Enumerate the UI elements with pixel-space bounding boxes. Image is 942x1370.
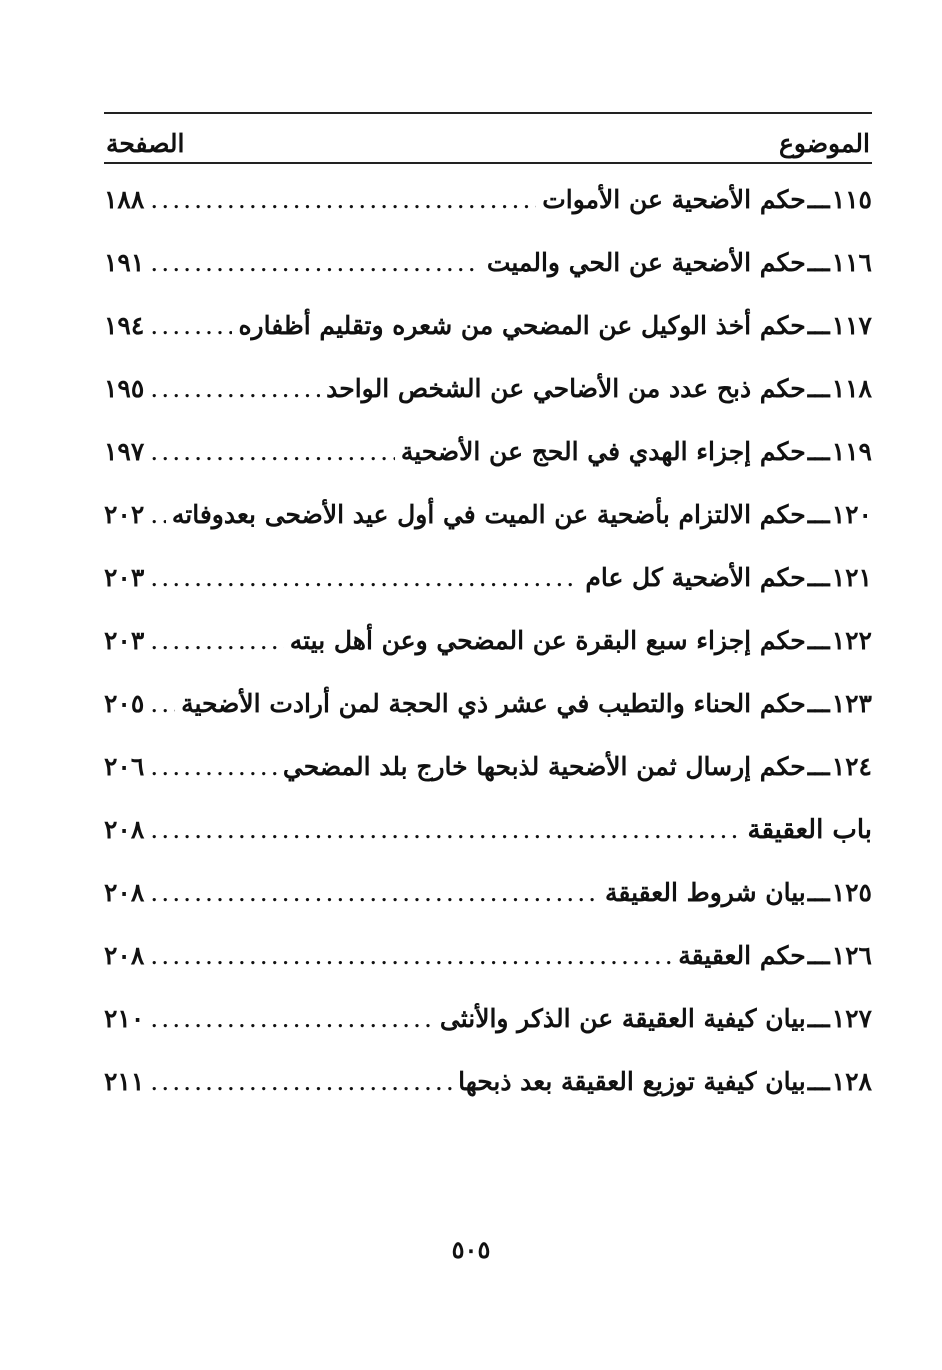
toc-entry[interactable] (104, 609, 872, 672)
dot-leader (150, 231, 481, 294)
entry-page-number: ١٩١ (104, 248, 145, 277)
dot-leader (150, 672, 175, 735)
entry-number: ١١٥ (831, 185, 872, 214)
entry-dash: ـــ (807, 437, 830, 466)
toc-entry[interactable] (104, 420, 872, 483)
entry-page-number: ١٩٧ (104, 437, 145, 466)
toc-list (104, 168, 872, 1113)
entry-title: حكم العقيقة (678, 941, 806, 970)
entry-number: ١٢٨ (831, 1067, 872, 1096)
toc-entry[interactable] (104, 483, 872, 546)
entry-number: ١٢١ (831, 563, 872, 592)
entry-dash: ـــ (807, 689, 830, 718)
dot-leader (150, 168, 536, 231)
dot-leader (150, 735, 277, 798)
entry-number: ١٢٦ (831, 941, 872, 970)
page-column-label: الصفحة (106, 129, 185, 158)
entry-number: ١٢٥ (831, 878, 872, 907)
entry-page-number: ٢٠٣ (104, 626, 145, 655)
entry-title: بيان كيفية توزيع العقيقة بعد ذبحها (458, 1067, 806, 1096)
entry-number: ١٢٠ (831, 500, 872, 529)
entry-page-number: ١٩٥ (104, 374, 145, 403)
entry-page-number: ٢١٠ (104, 1004, 145, 1033)
entry-dash: ـــ (807, 500, 830, 529)
toc-entry[interactable] (104, 987, 872, 1050)
dot-leader (150, 294, 232, 357)
entry-title: حكم الأضحية عن الحي والميت (486, 248, 806, 277)
dot-leader (150, 924, 672, 987)
entry-number: ١١٦ (831, 248, 872, 277)
dot-leader (150, 987, 434, 1050)
entry-title: بيان شروط العقيقة (605, 878, 806, 907)
entry-dash: ـــ (807, 563, 830, 592)
entry-number: ١٢٢ (831, 626, 872, 655)
entry-page-number: ٢٠٦ (104, 752, 145, 781)
toc-entry[interactable] (104, 924, 872, 987)
topic-column-label: الموضوع (779, 129, 870, 158)
entry-title: باب العقيقة (747, 815, 872, 845)
entry-dash: ـــ (807, 752, 830, 781)
entry-title: حكم إجزاء الهدي في الحج عن الأضحية (400, 437, 806, 466)
dot-leader (150, 1050, 452, 1113)
entry-dash: ـــ (807, 1067, 830, 1096)
dot-leader (150, 798, 741, 861)
toc-entry[interactable] (104, 231, 872, 294)
entry-number: ١٢٣ (831, 689, 872, 718)
dot-leader (150, 420, 395, 483)
entry-title: حكم أخذ الوكيل عن المضحي من شعره وتقليم أظفاره (238, 311, 806, 340)
entry-number: ١٢٧ (831, 1004, 872, 1033)
entry-dash: ـــ (807, 1004, 830, 1033)
toc-section-heading[interactable] (104, 798, 872, 861)
entry-page-number: ٢٠٨ (104, 815, 145, 844)
entry-title: حكم ذبح عدد من الأضاحي عن الشخص الواحد (326, 374, 806, 403)
entry-number: ١٢٤ (831, 752, 872, 781)
toc-entry[interactable] (104, 735, 872, 798)
entry-page-number: ٢٠٨ (104, 878, 145, 907)
toc-entry[interactable] (104, 546, 872, 609)
dot-leader (150, 609, 283, 672)
entry-title: حكم الأضحية عن الأموات (542, 185, 806, 214)
toc-entry[interactable] (104, 672, 872, 735)
header-rule (104, 162, 872, 164)
dot-leader (150, 483, 166, 546)
entry-number: ١١٩ (831, 437, 872, 466)
entry-title: حكم الالتزام بأضحية عن الميت في أول عيد الأضحى بعدوفاته (171, 500, 806, 529)
entry-dash: ـــ (807, 941, 830, 970)
toc-entry[interactable] (104, 357, 872, 420)
dot-leader (150, 861, 599, 924)
entry-page-number: ٢٠٣ (104, 563, 145, 592)
entry-page-number: ٢٠٢ (104, 500, 145, 529)
entry-dash: ـــ (807, 185, 830, 214)
entry-dash: ـــ (807, 248, 830, 277)
entry-page-number: ٢٠٥ (104, 689, 145, 718)
toc-entry[interactable] (104, 1050, 872, 1113)
dot-leader (150, 546, 579, 609)
entry-title: حكم إجزاء سبع البقرة عن المضحي وعن أهل بيته (289, 626, 806, 655)
entry-dash: ـــ (807, 374, 830, 403)
entry-page-number: ٢٠٨ (104, 941, 145, 970)
entry-page-number: ١٩٤ (104, 311, 145, 340)
entry-page-number: ١٨٨ (104, 185, 145, 214)
entry-number: ١١٧ (831, 311, 872, 340)
toc-entry[interactable] (104, 294, 872, 357)
toc-entry[interactable] (104, 861, 872, 924)
entry-title: حكم الأضحية كل عام (585, 563, 806, 592)
entry-title: بيان كيفية العقيقة عن الذكر والأنثى (439, 1004, 806, 1033)
entry-page-number: ٢١١ (104, 1067, 145, 1096)
toc-header (104, 114, 872, 158)
entry-title: حكم إرسال ثمن الأضحية لذبحها خارج بلد المضحي (282, 752, 806, 781)
toc-entry[interactable] (104, 168, 872, 231)
entry-dash: ـــ (807, 311, 830, 340)
entry-dash: ـــ (807, 626, 830, 655)
entry-number: ١١٨ (831, 374, 872, 403)
toc-page (104, 112, 872, 1113)
page-number: ٥٠٥ (451, 1235, 491, 1264)
entry-title: حكم الحناء والتطيب في عشر ذي الحجة لمن أرادت الأضحية (181, 689, 806, 718)
entry-dash: ـــ (807, 878, 830, 907)
dot-leader (150, 357, 320, 420)
